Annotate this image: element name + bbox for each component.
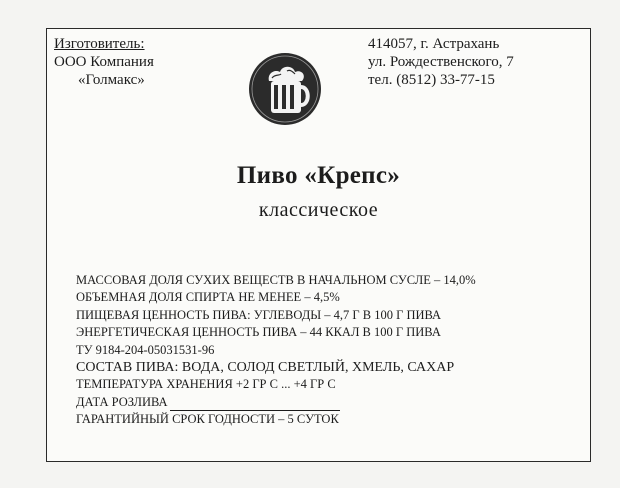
address-line-street: ул. Рождественского, 7 xyxy=(368,54,514,70)
date-blank-line xyxy=(170,398,340,411)
spec-storage: ТЕМПЕРАТУРА ХРАНЕНИЯ +2 ГР С ... +4 ГР С xyxy=(76,377,336,392)
manufacturer-block xyxy=(54,35,154,89)
spec-shelf-life: ГАРАНТИЙНЫЙ СРОК ГОДНОСТИ – 5 СУТОК xyxy=(76,412,339,427)
spec-energy: ЭНЕРГЕТИЧЕСКАЯ ЦЕННОСТЬ ПИВА – 44 ККАЛ В 100 Г ПИВА xyxy=(76,325,441,340)
address-block xyxy=(368,35,514,89)
manufacturer-brand: «Голмакс» xyxy=(78,72,145,88)
spec-alcohol: ОБЪЕМНАЯ ДОЛЯ СПИРТА НЕ МЕНЕЕ – 4,5% xyxy=(76,290,340,305)
spec-standard: ТУ 9184-204-05031531-96 xyxy=(76,342,215,357)
beer-label xyxy=(46,28,591,462)
manufacturer-caption: Изготовитель: xyxy=(54,36,145,52)
product-subtitle: классическое xyxy=(258,199,379,221)
beer-mug-icon xyxy=(247,51,323,127)
spec-bottling-date-row xyxy=(76,394,476,411)
address-line-city: 414057, г. Астрахань xyxy=(368,36,500,52)
manufacturer-company: ООО Компания xyxy=(54,54,154,70)
product-title: Пиво «Крепс» xyxy=(236,162,401,189)
spec-dry-matter: МАССОВАЯ ДОЛЯ СУХИХ ВЕЩЕСТВ В НАЧАЛЬНОМ СУСЛЕ – 14,0% xyxy=(76,273,476,287)
spec-ingredients: СОСТАВ ПИВА: ВОДА, СОЛОД СВЕТЛЫЙ, ХМЕЛЬ, САХАР xyxy=(76,360,455,376)
specs-block xyxy=(76,272,476,429)
spec-bottling-date: ДАТА РОЗЛИВА xyxy=(76,394,168,409)
spec-nutrition: ПИЩЕВАЯ ЦЕННОСТЬ ПИВА: УГЛЕВОДЫ – 4,7 Г В 100 Г ПИВА xyxy=(76,307,442,322)
address-phone: тел. (8512) 33-77-15 xyxy=(368,72,495,88)
